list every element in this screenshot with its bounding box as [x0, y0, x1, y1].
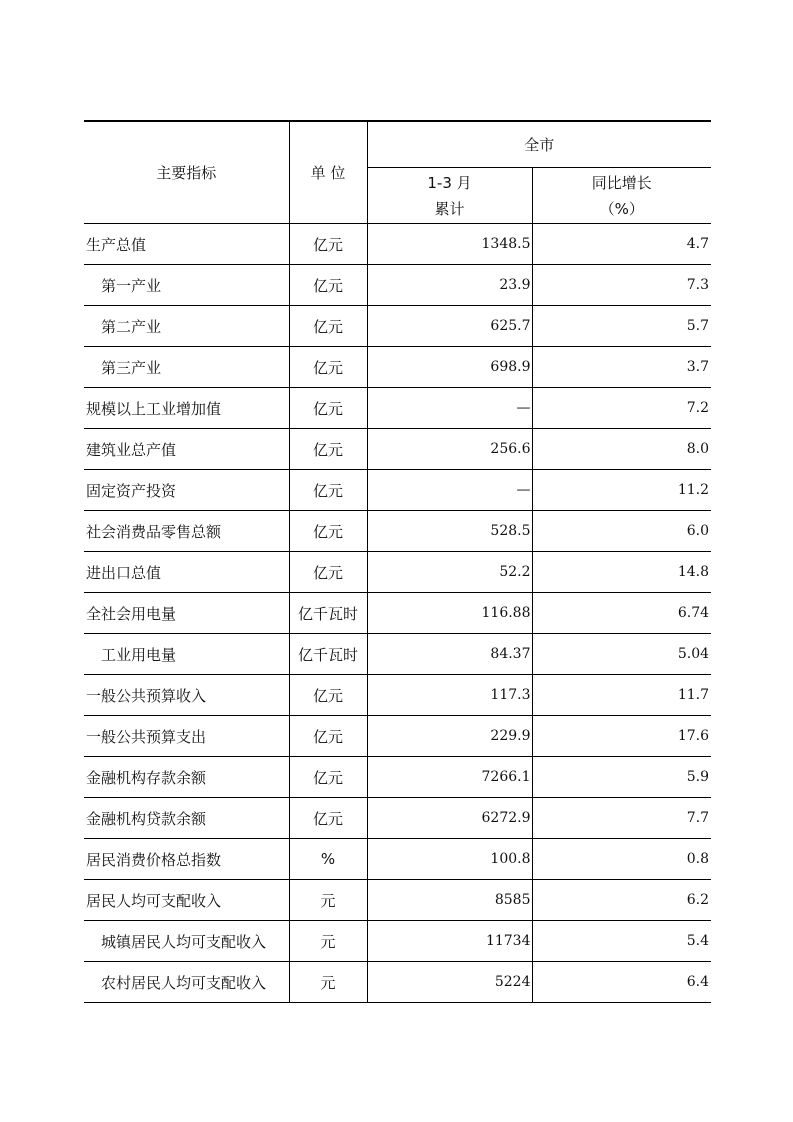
indicator-unit: 亿元: [289, 470, 367, 511]
yoy-growth-value: 0.8: [532, 839, 711, 880]
statistics-table: [84, 120, 711, 1003]
header-yoy-line2: （%）: [599, 199, 644, 218]
cumulative-value: 5224: [367, 962, 532, 1003]
indicator-unit: 亿元: [289, 552, 367, 593]
header-main-indicator: 主要指标: [84, 121, 289, 224]
indicator-name: 社会消费品零售总额: [84, 511, 289, 552]
indicator-name: 第二产业: [84, 306, 289, 347]
yoy-growth-value: 11.2: [532, 470, 711, 511]
indicator-name: 生产总值: [84, 224, 289, 265]
table-row: [84, 347, 711, 388]
cumulative-value: 625.7: [367, 306, 532, 347]
cumulative-value: 116.88: [367, 593, 532, 634]
cumulative-value: 11734: [367, 921, 532, 962]
indicator-name: 居民人均可支配收入: [84, 880, 289, 921]
indicator-name: 农村居民人均可支配收入: [84, 962, 289, 1003]
indicator-name: 建筑业总产值: [84, 429, 289, 470]
indicator-name: 城镇居民人均可支配收入: [84, 921, 289, 962]
table-row: [84, 593, 711, 634]
indicator-unit: 亿元: [289, 224, 367, 265]
table-row: [84, 306, 711, 347]
table-row: [84, 634, 711, 675]
table-row: [84, 839, 711, 880]
indicator-unit: 亿元: [289, 716, 367, 757]
indicator-name: 进出口总值: [84, 552, 289, 593]
yoy-growth-value: 7.3: [532, 265, 711, 306]
cumulative-value: 1348.5: [367, 224, 532, 265]
indicator-name: 第一产业: [84, 265, 289, 306]
cumulative-value: 100.8: [367, 839, 532, 880]
indicator-unit: %: [289, 839, 367, 880]
yoy-growth-value: 17.6: [532, 716, 711, 757]
indicator-name: 一般公共预算收入: [84, 675, 289, 716]
indicator-unit: 元: [289, 962, 367, 1003]
table-row: [84, 388, 711, 429]
header-cumulative: [367, 168, 532, 224]
header-cumulative-line2: 累计: [434, 199, 465, 218]
yoy-growth-value: 6.74: [532, 593, 711, 634]
table-row: [84, 470, 711, 511]
indicator-unit: 亿元: [289, 347, 367, 388]
yoy-growth-value: 5.9: [532, 757, 711, 798]
cumulative-value: —: [367, 470, 532, 511]
indicator-name: 规模以上工业增加值: [84, 388, 289, 429]
yoy-growth-value: 5.7: [532, 306, 711, 347]
header-row-1: [84, 121, 711, 168]
cumulative-value: 256.6: [367, 429, 532, 470]
cumulative-value: 52.2: [367, 552, 532, 593]
indicator-unit: 亿元: [289, 511, 367, 552]
table-row: [84, 716, 711, 757]
cumulative-value: 8585: [367, 880, 532, 921]
indicator-unit: 亿元: [289, 757, 367, 798]
yoy-growth-value: 6.4: [532, 962, 711, 1003]
header-yoy-line1: 同比增长: [591, 173, 652, 192]
cumulative-value: 6272.9: [367, 798, 532, 839]
yoy-growth-value: 7.2: [532, 388, 711, 429]
cumulative-value: —: [367, 388, 532, 429]
header-yoy: [532, 168, 711, 224]
cumulative-value: 84.37: [367, 634, 532, 675]
indicator-name: 居民消费价格总指数: [84, 839, 289, 880]
header-city: 全市: [367, 121, 711, 168]
yoy-growth-value: 14.8: [532, 552, 711, 593]
indicator-unit: 亿元: [289, 306, 367, 347]
cumulative-value: 229.9: [367, 716, 532, 757]
cumulative-value: 698.9: [367, 347, 532, 388]
table-row: [84, 962, 711, 1003]
table-row: [84, 880, 711, 921]
indicator-unit: 元: [289, 921, 367, 962]
indicator-name: 一般公共预算支出: [84, 716, 289, 757]
indicator-unit: 元: [289, 880, 367, 921]
header-cumulative-line1: 1-3 月: [427, 173, 472, 192]
yoy-growth-value: 11.7: [532, 675, 711, 716]
indicator-unit: 亿元: [289, 429, 367, 470]
yoy-growth-value: 5.04: [532, 634, 711, 675]
indicator-unit: 亿元: [289, 388, 367, 429]
yoy-growth-value: 3.7: [532, 347, 711, 388]
indicator-name: 金融机构存款余额: [84, 757, 289, 798]
header-unit: 单 位: [289, 121, 367, 224]
indicator-unit: 亿元: [289, 265, 367, 306]
cumulative-value: 7266.1: [367, 757, 532, 798]
table-row: [84, 265, 711, 306]
indicator-name: 固定资产投资: [84, 470, 289, 511]
table-row: [84, 511, 711, 552]
indicator-unit: 亿元: [289, 798, 367, 839]
indicator-unit: 亿千瓦时: [289, 634, 367, 675]
yoy-growth-value: 6.0: [532, 511, 711, 552]
table-row: [84, 798, 711, 839]
cumulative-value: 23.9: [367, 265, 532, 306]
table-row: [84, 224, 711, 265]
indicator-name: 第三产业: [84, 347, 289, 388]
cumulative-value: 117.3: [367, 675, 532, 716]
indicator-name: 全社会用电量: [84, 593, 289, 634]
indicator-name: 金融机构贷款余额: [84, 798, 289, 839]
yoy-growth-value: 8.0: [532, 429, 711, 470]
indicator-name: 工业用电量: [84, 634, 289, 675]
yoy-growth-value: 7.7: [532, 798, 711, 839]
indicator-unit: 亿元: [289, 675, 367, 716]
cumulative-value: 528.5: [367, 511, 532, 552]
indicator-unit: 亿千瓦时: [289, 593, 367, 634]
table-row: [84, 552, 711, 593]
table-row: [84, 921, 711, 962]
yoy-growth-value: 6.2: [532, 880, 711, 921]
yoy-growth-value: 4.7: [532, 224, 711, 265]
yoy-growth-value: 5.4: [532, 921, 711, 962]
table-row: [84, 675, 711, 716]
table-row: [84, 757, 711, 798]
table-row: [84, 429, 711, 470]
